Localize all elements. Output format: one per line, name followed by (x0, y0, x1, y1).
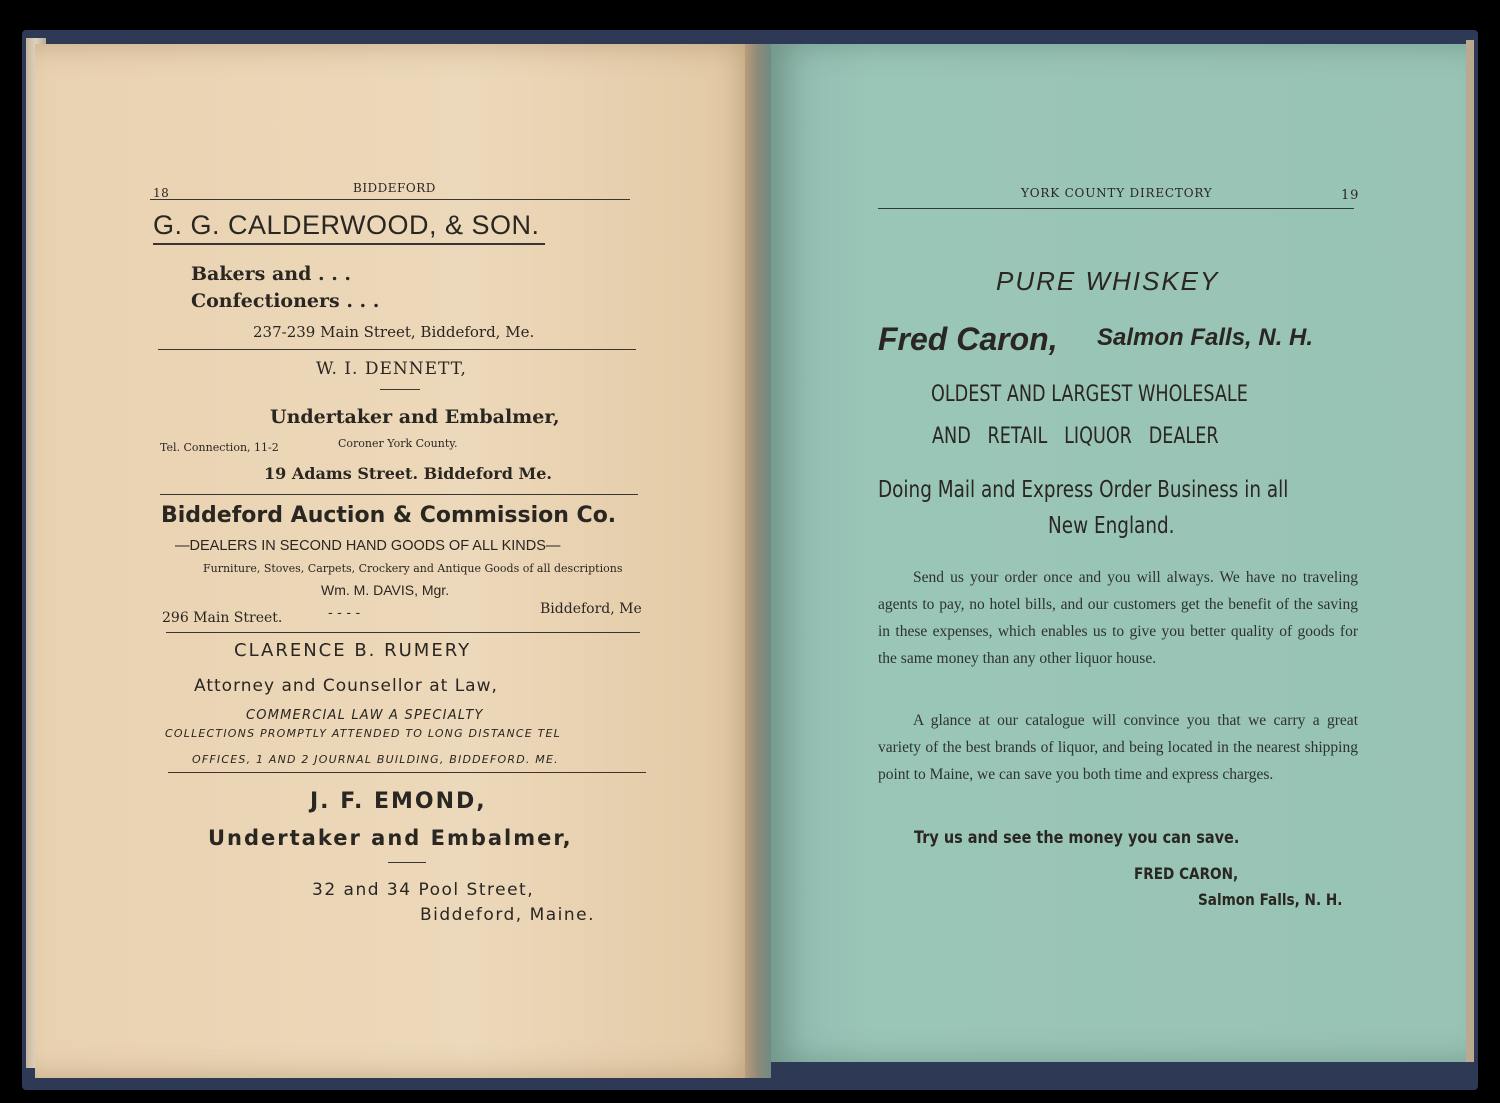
right-page-edges (1466, 40, 1474, 1062)
body-paragraph-2: A glance at our catalogue will convince you that we carry a great variety of the best brands of liquor, and being located in the nearest shipping point to Maine, we can save you both time and express charges. (878, 712, 1358, 783)
left-running-head: BIDDEFORD (353, 181, 436, 195)
right-running-head: YORK COUNTY DIRECTORY (1021, 186, 1213, 200)
signature-place: Salmon Falls, N. H. (1198, 890, 1343, 909)
book-gutter (745, 44, 771, 1078)
rumery-collections: COLLECTIONS PROMPTLY ATTENDED TO LONG DISTANCE TEL (165, 727, 562, 740)
divider-rule (168, 772, 646, 773)
calderwood-line1: Bakers and . . . (191, 263, 352, 285)
left-page-number: 18 (153, 186, 170, 200)
rumery-title: Attorney and Counsellor at Law, (194, 676, 498, 696)
calderwood-address: 237-239 Main Street, Biddeford, Me. (253, 323, 535, 341)
short-rule (380, 389, 420, 390)
tagline-3: Doing Mail and Express Order Business in all (878, 477, 1289, 503)
auction-name: Biddeford Auction & Commission Co. (161, 503, 617, 528)
rumery-specialty: COMMERCIAL LAW A SPECIALTY (246, 708, 484, 723)
closing-line: Try us and see the money you can save. (914, 828, 1240, 848)
auction-dealers: —DEALERS IN SECOND HAND GOODS OF ALL KINDS— (175, 538, 561, 554)
signature-name: FRED CARON, (1134, 864, 1239, 883)
header-rule (878, 208, 1354, 209)
rumery-offices: OFFICES, 1 AND 2 JOURNAL BUILDING, BIDDEFORD. ME. (192, 753, 559, 766)
body-paragraph-1: Send us your order once and you will always. We have no traveling agents to pay, no hotel bills, and our customers get the benefit of the saving in these expenses, which enables us to give you better quality of goods for the same money than any other liquor house. (878, 569, 1358, 667)
caron-name: Fred Caron, (878, 321, 1058, 357)
emond-street: 32 and 34 Pool Street, (312, 880, 535, 900)
auction-goods: Furniture, Stoves, Carpets, Crockery and Antique Goods of all descriptions (203, 562, 623, 575)
auction-manager: Wm. M. DAVIS, Mgr. (321, 582, 450, 598)
divider-rule (166, 632, 640, 633)
rumery-name: CLARENCE B. RUMERY (234, 640, 472, 661)
caron-location: Salmon Falls, N. H. (1097, 324, 1314, 351)
calderwood-underline (153, 243, 545, 245)
short-rule (388, 862, 426, 863)
headline: PURE WHISKEY (996, 266, 1220, 296)
tagline-1: OLDEST AND LARGEST WHOLESALE (931, 382, 1248, 407)
emond-city: Biddeford, Maine. (420, 905, 596, 925)
auction-street: 296 Main Street. (162, 610, 283, 626)
dennett-title: Undertaker and Embalmer, (270, 406, 560, 428)
dennett-name: W. I. DENNETT, (316, 359, 467, 379)
calderwood-name: G. G. CALDERWOOD, & SON. (153, 210, 540, 240)
calderwood-line2: Confectioners . . . (191, 290, 380, 312)
dennett-tel: Tel. Connection, 11-2 (160, 441, 279, 454)
emond-title: Undertaker and Embalmer, (208, 826, 573, 850)
divider-rule (158, 349, 636, 350)
header-rule (150, 199, 630, 200)
auction-dashes: - - - - (328, 605, 361, 621)
right-page-number: 19 (1341, 188, 1360, 203)
auction-city: Biddeford, Me (540, 601, 642, 617)
tagline-2: AND RETAIL LIQUOR DEALER (932, 424, 1219, 449)
emond-name: J. F. EMOND, (310, 789, 487, 814)
dennett-address: 19 Adams Street. Biddeford Me. (264, 464, 552, 483)
tagline-4: New England. (1048, 513, 1175, 539)
divider-rule (160, 494, 638, 495)
dennett-coroner: Coroner York County. (338, 437, 458, 450)
